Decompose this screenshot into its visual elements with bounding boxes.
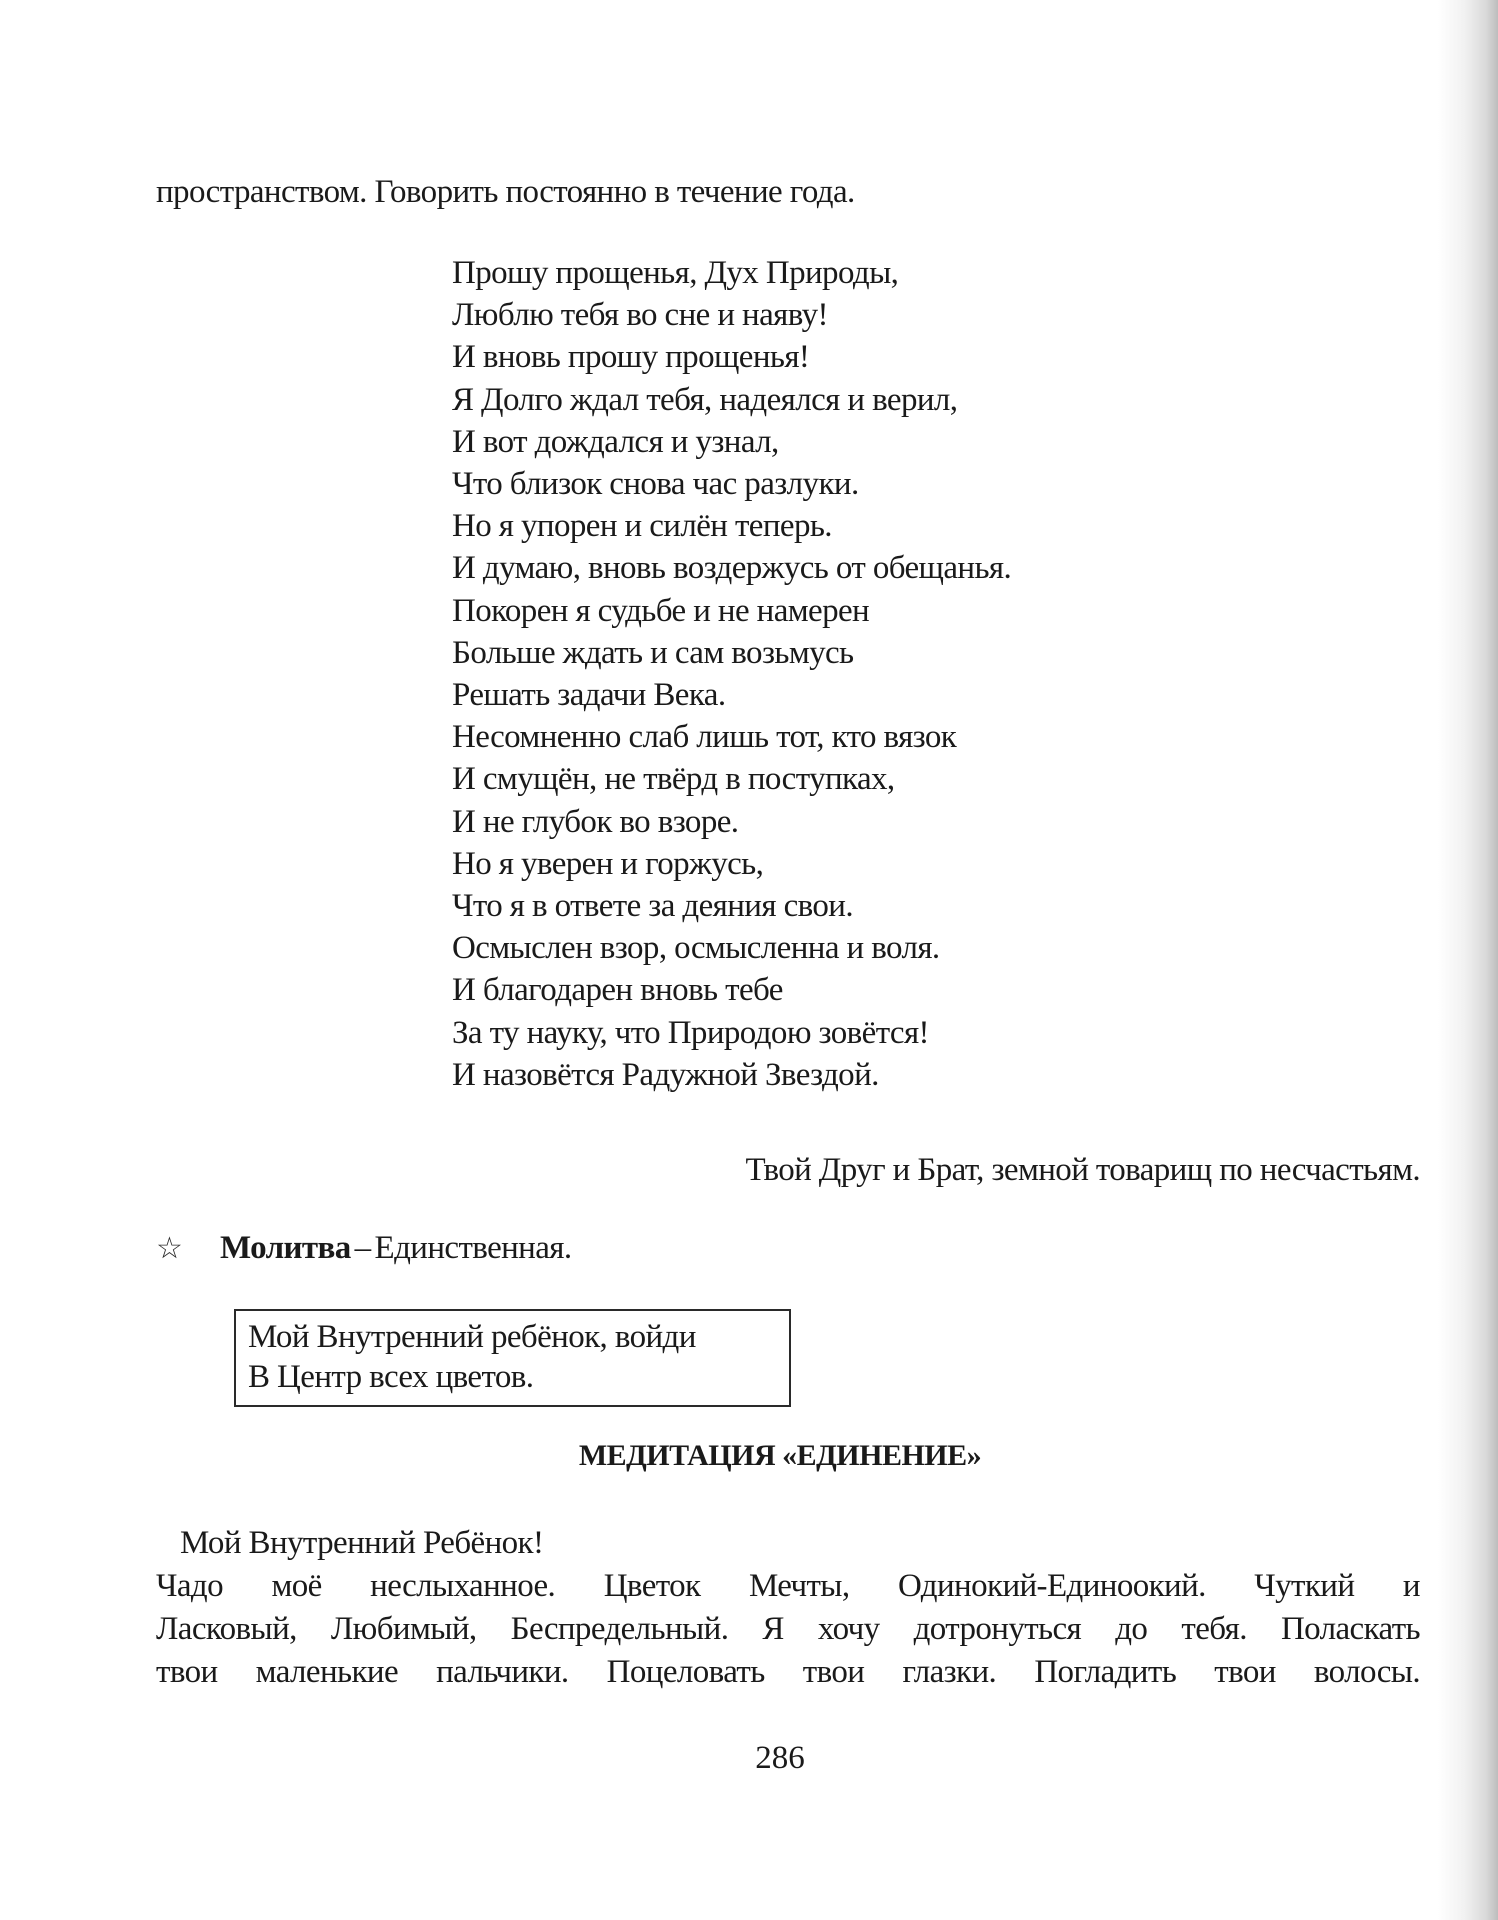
paragraph-line <box>156 1608 1420 1651</box>
word: тебя. <box>1181 1611 1247 1647</box>
prayer-text-box <box>234 1309 791 1407</box>
word: Цветок <box>603 1568 701 1604</box>
poem-line: Больше ждать и сам возьмусь <box>452 634 854 671</box>
poem-line: Решать задачи Века. <box>452 677 726 714</box>
word: маленькие <box>255 1654 399 1690</box>
word: Беспредельный. <box>510 1611 729 1647</box>
poem-line: Прошу прощенья, Дух Природы, <box>452 255 899 291</box>
intro-line: пространством. Говорить постоянно в течение года. <box>156 174 855 210</box>
poem-line: И смущён, не твёрд в поступках, <box>452 761 895 798</box>
prayer-heading <box>156 1228 572 1269</box>
word: Чадо <box>156 1568 223 1604</box>
word: Погладить <box>1034 1654 1177 1690</box>
word: твои <box>156 1654 218 1690</box>
prayer-dash: – <box>354 1230 371 1266</box>
poem-line: Что я в ответе за деяния свои. <box>452 888 853 925</box>
poem-line: Что близок снова час разлуки. <box>452 466 859 503</box>
word: Я <box>762 1611 784 1647</box>
word: Чуткий <box>1254 1568 1355 1604</box>
word: Одинокий-Единоокий. <box>898 1568 1206 1604</box>
page-edge-shadow <box>1438 0 1498 1920</box>
poem-line: Но я упорен и силён теперь. <box>452 508 832 545</box>
word: глазки. <box>902 1654 997 1690</box>
prayer-box-line: Мой Внутренний ребёнок, войди <box>248 1319 696 1355</box>
poem-line: Осмыслен взор, осмысленна и воля. <box>452 930 940 967</box>
poem-line: За ту науку, что Природою зовётся! <box>452 1014 929 1051</box>
word: дотронуться <box>913 1611 1082 1647</box>
word: Поласкать <box>1280 1611 1420 1647</box>
word: хочу <box>817 1611 880 1647</box>
poem-line: Люблю тебя во сне и наяву! <box>452 297 828 334</box>
word: моё <box>271 1568 322 1604</box>
word: твои <box>1214 1654 1276 1690</box>
prayer-subtitle: Единственная. <box>374 1230 572 1266</box>
word: неслыханное. <box>370 1568 556 1604</box>
poem-line: И благодарен вновь тебе <box>452 972 783 1009</box>
prayer-box-line: В Центр всех цветов. <box>248 1359 534 1395</box>
word: Ласковый, <box>156 1611 297 1647</box>
word: и <box>1402 1568 1420 1604</box>
meditation-greeting: Мой Внутренний Ребёнок! <box>180 1525 544 1561</box>
poem-line: Но я уверен и горжусь, <box>452 845 764 882</box>
meditation-body <box>156 1522 1420 1694</box>
poem-line: Несомненно слаб лишь тот, кто вязок <box>452 719 957 756</box>
poem <box>452 252 1011 1096</box>
poem-line: И назовётся Радужной Звездой. <box>452 1056 879 1093</box>
word: до <box>1115 1611 1148 1647</box>
word: волосы. <box>1313 1654 1420 1690</box>
poem-line: И думаю, вновь воздержусь от обещанья. <box>452 550 1012 587</box>
poem-line: Покорен я судьбе и не намерен <box>452 592 870 629</box>
poem-line: И вновь прошу прощенья! <box>452 339 810 376</box>
word: Поцеловать <box>606 1654 765 1690</box>
poem-signature: Твой Друг и Брат, земной товарищ по несчастьям. <box>745 1152 1420 1188</box>
prayer-title: Молитва <box>220 1230 351 1266</box>
meditation-title: МЕДИТАЦИЯ «ЕДИНЕНИЕ» <box>578 1439 982 1472</box>
paragraph-line <box>156 1651 1420 1694</box>
word: пальчики. <box>436 1654 569 1690</box>
star-outline-icon: ☆ <box>156 1231 183 1266</box>
word: Мечты, <box>748 1568 850 1604</box>
poem-line: Я Долго ждал тебя, надеялся и верил, <box>452 381 958 418</box>
poem-line: И вот дождался и узнал, <box>452 423 779 460</box>
paragraph-line <box>156 1565 1420 1608</box>
word: твои <box>802 1654 865 1690</box>
word: Любимый, <box>330 1611 477 1647</box>
page-number: 286 <box>755 1740 805 1776</box>
poem-line: И не глубок во взоре. <box>452 803 739 840</box>
